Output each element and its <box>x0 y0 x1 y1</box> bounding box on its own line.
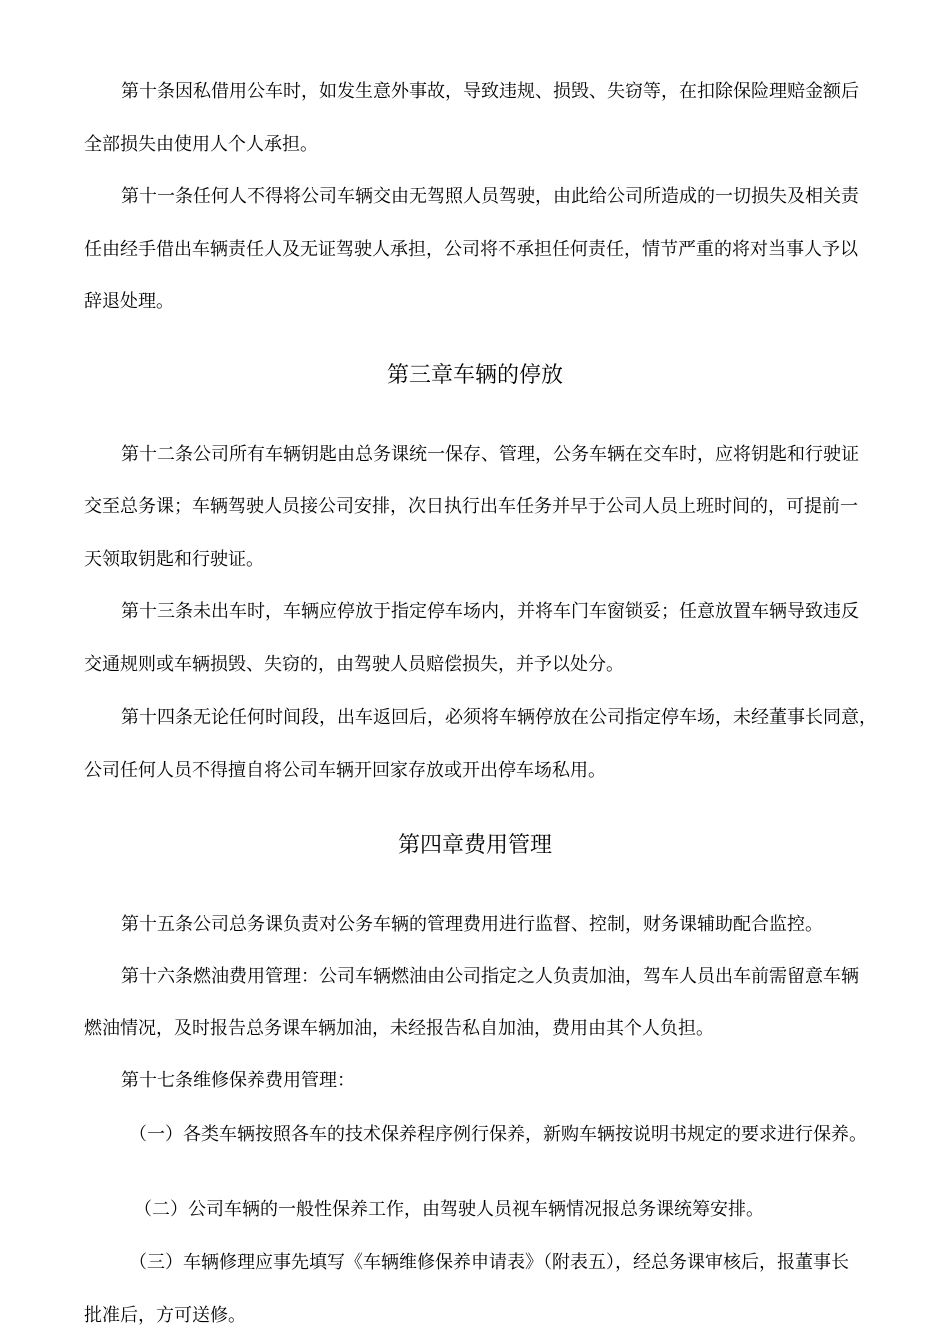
item-2-line-1: （二）公司车辆的一般性保养工作，由驾驶人员视车辆情况报总务课统筹安排。 <box>134 1199 764 1220</box>
item-3-line-1: （三）车辆修理应事先填写《车辆维修保养申请表》（附表五），经总务课审核后，报董事长 <box>129 1252 849 1273</box>
article-14-line-2: 公司任何人员不得擅自将公司车辆开回家存放或开出停车场私用。 <box>84 760 606 781</box>
article-17-line-1: 第十七条维修保养费用管理： <box>121 1070 355 1091</box>
item-3-line-2: 批准后，方可送修。 <box>84 1305 246 1326</box>
article-13-line-2: 交通规则或车辆损毁、失窃的，由驾驶人员赔偿损失，并予以处分。 <box>84 654 624 675</box>
article-11-line-2: 任由经手借出车辆责任人及无证驾驶人承担，公司将不承担任何责任，情节严重的将对当事人予以 <box>84 239 858 260</box>
article-11-line-1: 第十一条任何人不得将公司车辆交由无驾照人员驾驶，由此给公司所造成的一切损失及相关责 <box>121 186 859 207</box>
article-15-line-1: 第十五条公司总务课负责对公务车辆的管理费用进行监督、控制，财务课辅助配合监控。 <box>121 914 823 935</box>
article-16-line-1: 第十六条燃油费用管理：公司车辆燃油由公司指定之人负责加油，驾车人员出车前需留意车辆 <box>121 966 859 987</box>
chapter-4-heading: 第四章费用管理 <box>397 833 552 858</box>
article-16-line-2: 燃油情况，及时报告总务课车辆加油，未经报告私自加油，费用由其个人负担。 <box>84 1018 714 1039</box>
article-12-line-1: 第十二条公司所有车辆钥匙由总务课统一保存、管理，公务车辆在交车时，应将钥匙和行驶证 <box>121 444 859 465</box>
item-1-line-1: （一）各类车辆按照各车的技术保养程序例行保养，新购车辆按说明书规定的要求进行保养。 <box>129 1124 867 1145</box>
article-14-line-1: 第十四条无论任何时间段，出车返回后，必须将车辆停放在公司指定停车场，未经董事长同意， <box>121 707 877 728</box>
article-13-line-1: 第十三条未出车时，车辆应停放于指定停车场内，并将车门车窗锁妥；任意放置车辆导致违反 <box>121 601 859 622</box>
article-10-line-2: 全部损失由使用人个人承担。 <box>84 134 318 155</box>
article-12-line-3: 天领取钥匙和行驶证。 <box>84 549 264 570</box>
article-11-line-3: 辞退处理。 <box>84 291 174 312</box>
article-12-line-2: 交至总务课；车辆驾驶人员接公司安排，次日执行出车任务并早于公司人员上班时间的，可提前一 <box>84 496 858 517</box>
chapter-3-heading: 第三章车辆的停放 <box>386 363 563 388</box>
article-10-line-1: 第十条因私借用公车时，如发生意外事故，导致违规、损毁、失窃等，在扣除保险理赔金额后 <box>121 81 859 102</box>
